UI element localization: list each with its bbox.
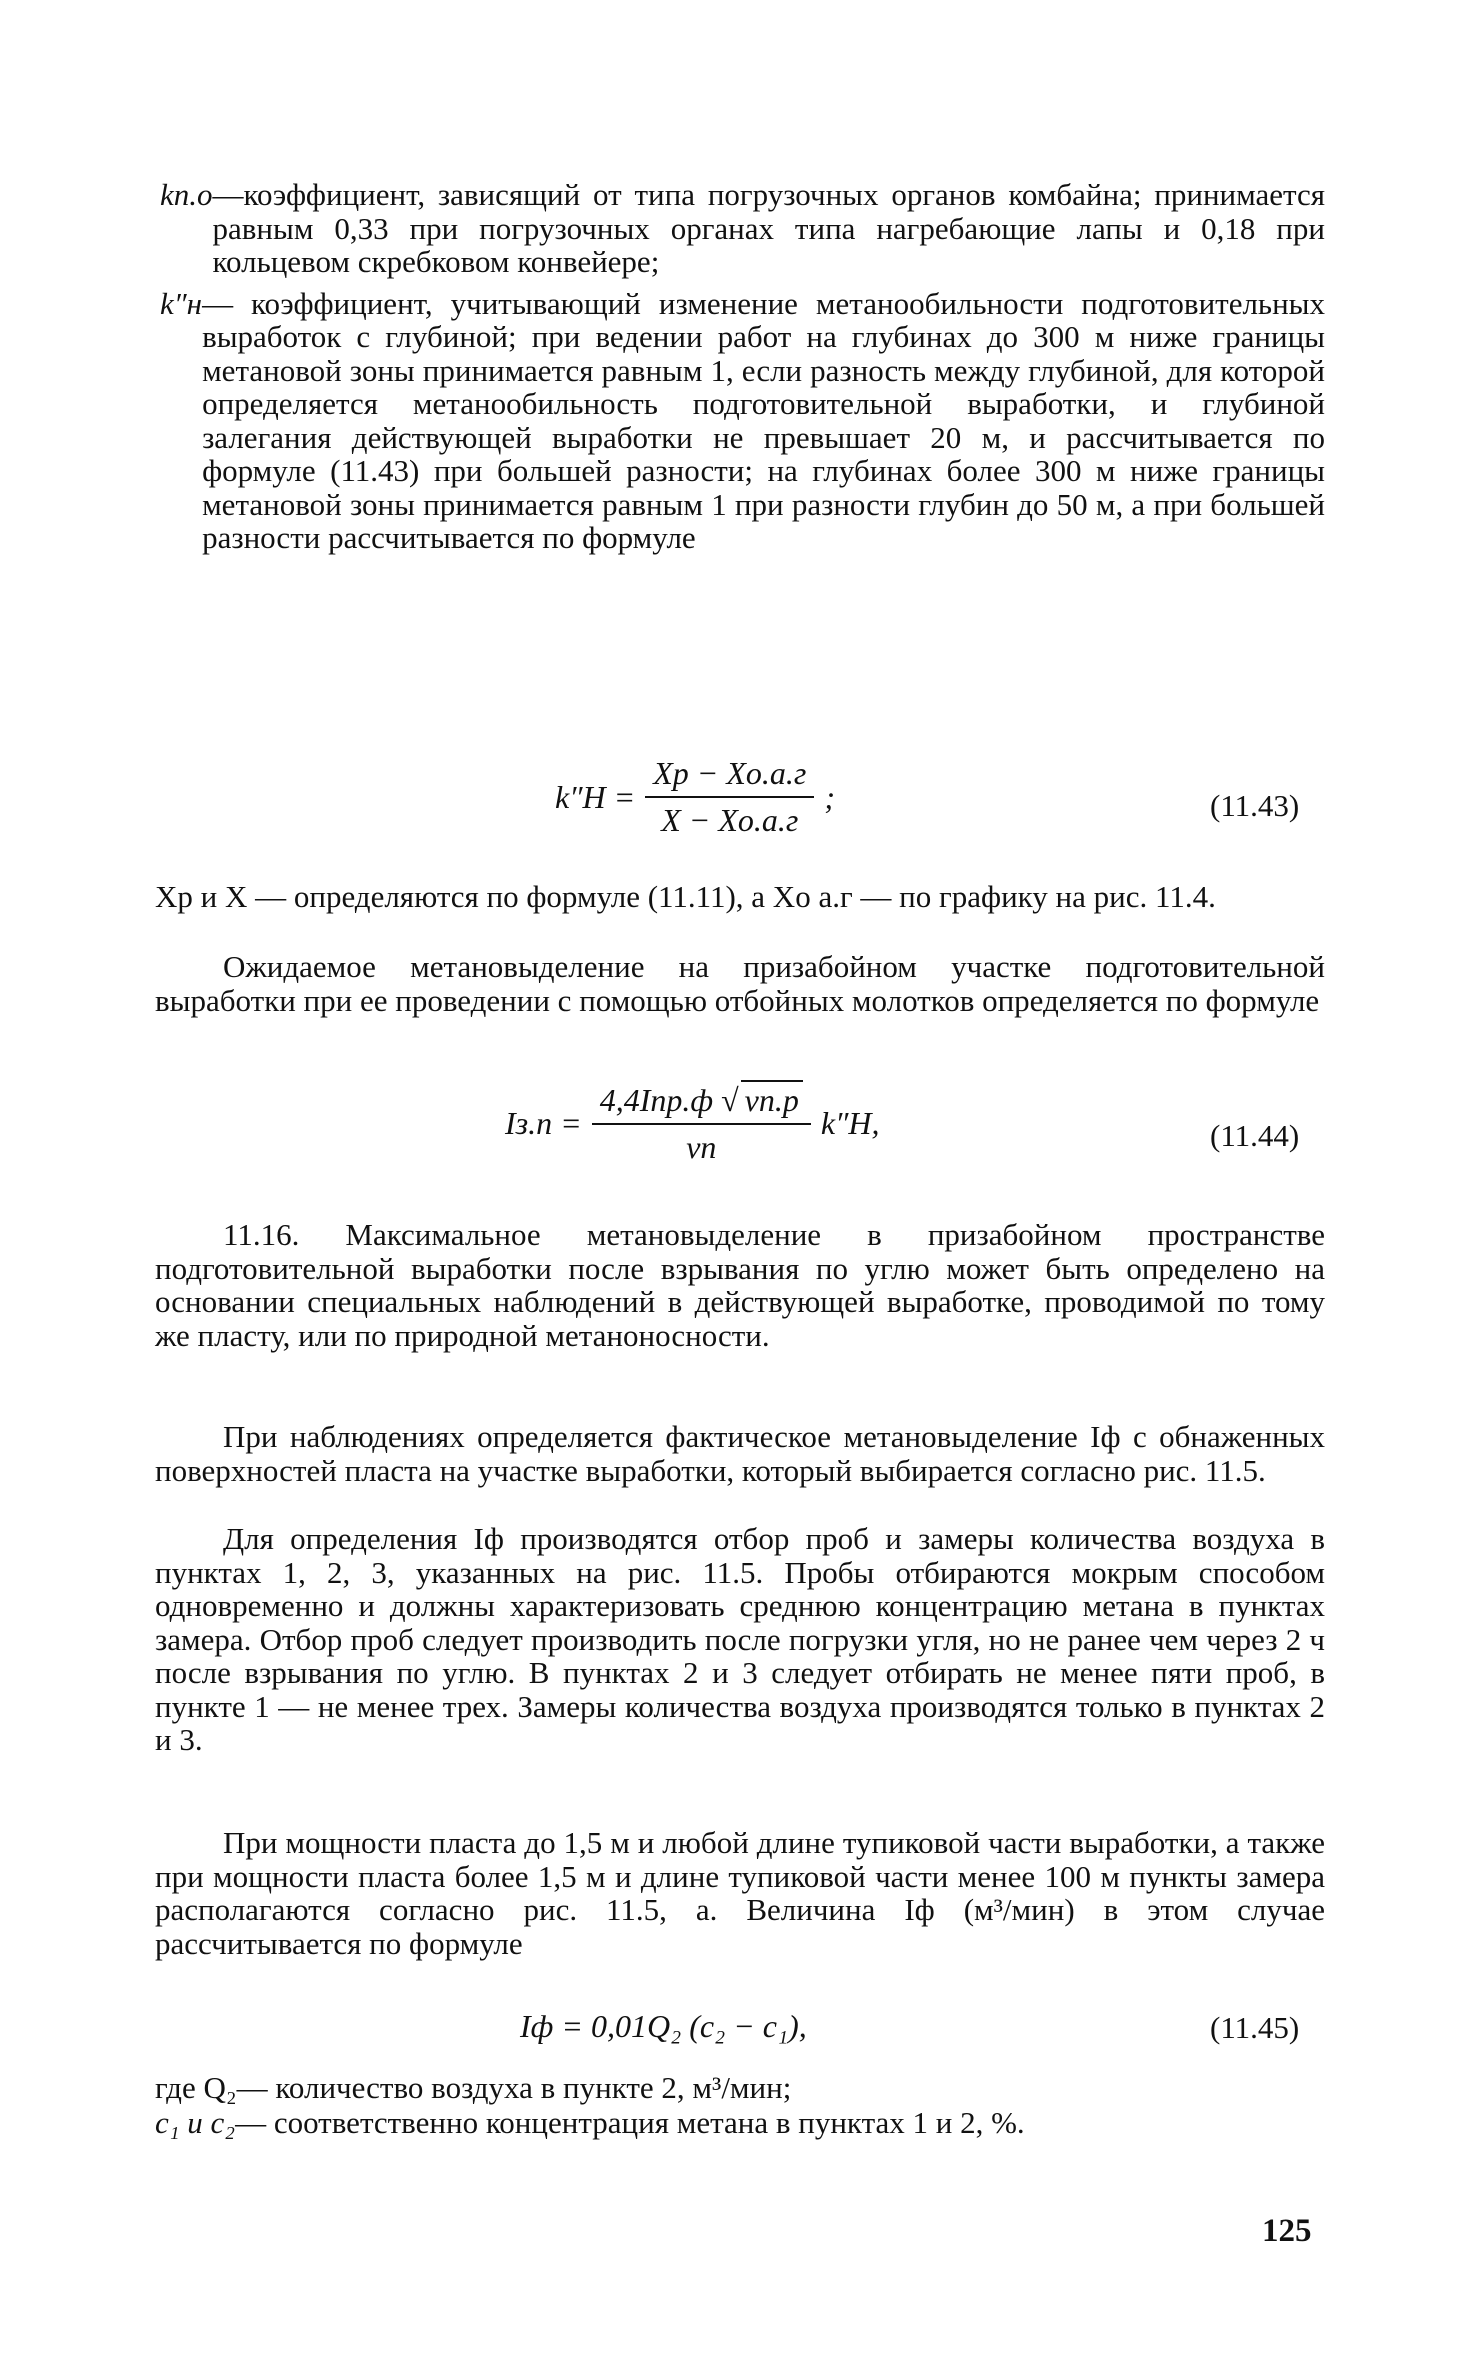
definition-text: — коэффициент, учитывающий изменение метанообильности подготовительных выработок с глубиной; при ведении работ на глубинах до 300 м ниже границы метановой зоны принимается равным 1, если разность между глубиной, для которой определяется метанообильность подготовительной выработки, и глубиной залегания действующей выработки не превышает 20 м, и рассчитывается по формуле (11.43) при большей разности; на глубинах более 300 м ниже границы метановой зоны принимается равным 1 при разности глубин до 50 м, а при большей разности рассчитывается по формуле — [202, 285, 1325, 555]
fraction — [645, 755, 814, 839]
where-term: где Q₂ — [155, 2070, 237, 2105]
definition-term: kп.о — [160, 177, 213, 212]
sqrt-argument: vп.р — [741, 1080, 803, 1119]
page-number: 125 — [1262, 2213, 1312, 2249]
definition-item — [160, 287, 1325, 555]
fraction — [592, 1080, 811, 1166]
where-text: — количество воздуха в пункте 2, м³/мин; — [236, 2070, 792, 2105]
paragraph-thickness: При мощности пласта до 1,5 м и любой длине тупиковой части выработки, а также при мощности пласта более 1,5 м и длине тупиковой части менее 100 м пункты замера располагаются согласно рис. 11.5, а. Величина Iф (м³/мин) в этом случае рассчитывается по формуле — [155, 1825, 1325, 1961]
where-clause — [155, 2070, 1330, 2140]
formula-11-43 — [555, 755, 835, 839]
paragraph-observations: При наблюдениях определяется фактическое метановыделение Iф с обнаженных поверхностей пласта на участке выработки, который выбирается согласно рис. 11.5. — [155, 1419, 1325, 1488]
definition-term: k″н — [160, 285, 203, 321]
where-row — [155, 2105, 1330, 2140]
paragraph-11-16: 11.16. Максимальное метановыделение в призабойном пространстве подготовительной выработки после взрывания по углю может быть определено на основании специальных наблюдений в действующей выработке, проводимой по тому же пласту, или по природной метаноносности. — [155, 1217, 1325, 1353]
paragraph-determination: Для определения Iф производятся отбор проб и замеры количества воздуха в пунктах 1, 2, 3, указанных на рис. 11.5. Пробы отбираются мокрым способом одновременно и должны характеризовать среднюю концентрацию метана в пунктах замера. Отбор проб следует производить после погрузки угля, но не ранее чем через 2 ч после взрывания по углю. В пунктах 2 и 3 следует отбирать не менее пяти проб, в пункте 1 — не менее трех. Замеры количества воздуха производятся только в пунктах 2 и 3. — [155, 1521, 1325, 1757]
numerator-coefficient: 4,4Iпр.ф — [599, 1082, 714, 1118]
equation-number: (11.43) — [1210, 788, 1300, 823]
definitions-list — [160, 178, 1325, 555]
equation-number: (11.44) — [1210, 1118, 1300, 1153]
formula-11-44 — [505, 1080, 880, 1166]
formula-lhs: k″H = — [555, 778, 636, 815]
fraction-numerator — [592, 1080, 811, 1125]
sqrt-sign: √ — [721, 1082, 739, 1118]
where-row — [155, 2070, 1330, 2105]
equation-number: (11.45) — [1210, 2010, 1300, 2045]
fraction-numerator: Xр − Xо.а.г — [645, 755, 814, 798]
paragraph-x-definition: Xр и X — определяются по формуле (11.11), а Xо а.г — по графику на рис. 11.4. — [155, 879, 1216, 914]
formula-expression: Iф = 0,01Q₂ (c₂ − c₁), — [520, 2008, 807, 2044]
formula-tail: k″H, — [820, 1104, 880, 1141]
formula-lhs: Iз.п = — [505, 1104, 582, 1141]
fraction-denominator: X − Xо.а.г — [661, 802, 799, 838]
where-term: c₁ и c₂ — [155, 2105, 236, 2140]
paragraph-expected: Ожидаемое метановыделение на призабойном участке подготовительной выработки при ее проведении с помощью отбойных молотков определяется по формуле — [155, 949, 1325, 1018]
definition-text: —коэффициент, зависящий от типа погрузочных органов комбайна; принимается равным 0,33 при погрузочных органах типа нагребающие лапы и 0,18 при кольцевом скребковом конвейере; — [212, 177, 1325, 279]
formula-tail: ; — [824, 778, 836, 815]
formula-11-45 — [520, 2008, 807, 2045]
where-text: — соответственно концентрация метана в пунктах 1 и 2, %. — [235, 2105, 1025, 2140]
definition-item — [160, 178, 1325, 279]
fraction-denominator: vп — [686, 1129, 717, 1165]
